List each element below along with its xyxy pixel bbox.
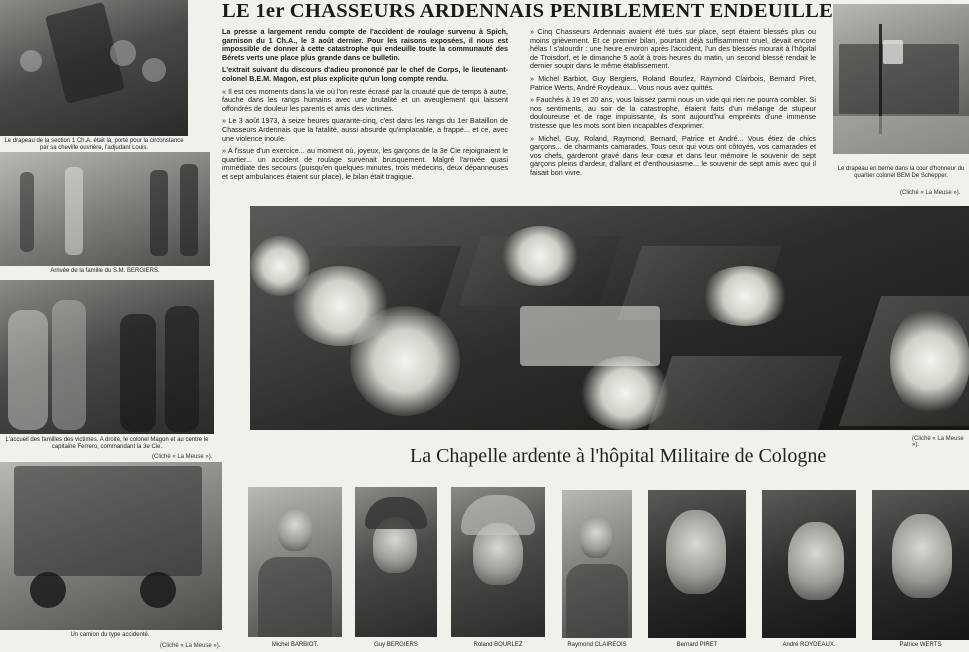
photo-chapel xyxy=(250,206,969,430)
photo-family-arrival xyxy=(0,152,210,266)
intro-paragraph-2: L'extrait suivant du discours d'adieu prononcé par le chef de Corps, le lieutenant-colonel B.E.M. Magon, est plus explicite qu'un long compte rendu. xyxy=(222,65,508,83)
photo-flag-bearer xyxy=(0,0,188,136)
paragraph: » A l'issue d'un exercice... au moment où, joyeux, les garçons de la 3e Cie rejoignaient le quartier... un accident de roulage survenait brusquement. Malgré l'arrivée quasi immédiate des secours (puisqu'en quelques minutes, trois médecins, deux dépanneuses et sept ambulances étaient sur place), le bilan était tragique. xyxy=(222,146,508,181)
victim-name: Roland BOURLEZ xyxy=(473,642,523,648)
credit-flag-half: (Cliché « La Meuse »). xyxy=(900,190,961,196)
victim-name: Bernard PIRET xyxy=(676,642,718,648)
credit-welcome: (Cliché « La Meuse »). xyxy=(152,454,213,460)
photo-truck xyxy=(0,462,222,630)
photo-flag-half-mast xyxy=(833,4,969,154)
headline: LE 1er CHASSEURS ARDENNAIS PENIBLEMENT ENDEUILLE xyxy=(222,0,834,22)
portrait-patrice-werts xyxy=(872,490,969,640)
credit-truck: (Cliché « La Meuse »). xyxy=(160,643,221,649)
paragraph: » Le 3 août 1973, à seize heures quarante-cinq, c'est dans les rangs du 1er Bataillon de Chasseurs Ardennais que la fatalité, aussi absurde qu'implacable, a frappé... et ce, avec une violence inouïe. xyxy=(222,116,508,143)
paragraph: » Fauchés à 19 et 20 ans, vous laissez parmi nous un vide qui rien ne pourra combler. Si nos sentiments, au soir de la catastrophe, étaient faits d'un mélange de stupeur douloureuse et de rage impuissante, ils sont aujourd'hui empreints d'une immense tristesse que les mots sont bien incapables d'exprimer. xyxy=(530,95,816,130)
photo-welcome-families xyxy=(0,280,214,434)
chapel-title: La Chapelle ardente à l'hôpital Militaire de Cologne xyxy=(410,445,827,467)
victim-name: Michel BARBIOT. xyxy=(271,642,319,648)
paragraph: » Michel, Guy, Roland, Raymond, Bernard, Patrice et André... Vous étiez de chics garçons... de charmants camarades. Tous ceux qui vous ont côtoyés, vos camarades et vos chefs, garderont gravé dans leur cœur et dans leur mémoire le souvenir de sept garçons pleins d'ardeur, d'allant et d'enthousiasme... le souvenir de sept amis avec qui il faisait bon vivre. xyxy=(530,133,816,177)
portrait-raymond-clairbois xyxy=(562,490,632,638)
portrait-michel-barbiot xyxy=(248,487,342,637)
portrait-roland-bourlez xyxy=(451,487,545,637)
victim-name: Raymond CLAIREOIS xyxy=(567,642,627,648)
text-column-right xyxy=(530,28,816,182)
portrait-guy-bergiers xyxy=(355,487,437,637)
victim-name: Patrice WERTS xyxy=(899,642,942,648)
portrait-andre-roydeaux xyxy=(762,490,856,638)
paragraph: « Il est ces moments dans la vie où l'on reste écrasé par la cruauté que de temps à autre, fauche dans les rangs humains avec une brutalité et un aveuglement qui laissent offondrés de douleur les parents et amis des victimes. xyxy=(222,86,508,113)
caption-welcome: L'accueil des familles des victimes. A droite, le colonel Magon et au centre le capitaine Ferrero, commandant la 3e Cie. xyxy=(5,437,209,450)
paragraph: » Michel Barbiot, Guy Bergiers, Roland Bourlez, Raymond Clairbois, Bernard Piret, Patrice Werts, André Roydeaux... Vous nous avez quittés. xyxy=(530,73,816,92)
text-column-left xyxy=(222,28,508,186)
victim-name: Guy BERGIERS xyxy=(374,642,418,648)
caption-truck: Un camion du type accidenté. xyxy=(70,632,150,638)
victim-name: André ROYDEAUX. xyxy=(782,642,836,648)
caption-family: Arrivée de la famille du S.M. BERGIERS. xyxy=(50,268,160,274)
portrait-bernard-piret xyxy=(648,490,746,638)
credit-chapel: (Cliché « La Meuse »). xyxy=(912,436,964,448)
caption-flag-half: Le drapeau en berne dans la cour d'honneur du quartier colonel BEM De Schepper. xyxy=(837,166,965,179)
caption-flag: Le drapeau de la section 1 Ch.A. était là, porté pour la circonstance par sa cheville ouvrière, l'adjudant Louis. xyxy=(4,138,184,151)
paragraph: » Cinq Chasseurs Ardennais avaient été tués sur place, sept étaient blessés plus ou moins grièvement. Et ce premier bilan, pourtant déjà suffisamment cruel, devait encore hélas ! s'alourdir : une heure environ après l'accident, l'un des blessés mourait à l'hôpital de Troisdorf, et le dimanche 5 août à trois heures du matin, un second blessé rendait le dernier soupir dans le même établissement. xyxy=(530,27,816,71)
intro-paragraph: La presse a largement rendu compte de l'accident de roulage survenu à Spich, garnison du 1 Ch.A., le 3 août dernier. Pour les raisons exposées, il nous est impossible de donner à cette catastrophe qui endeuille toute la communauté des Bérets verts une place plus grande dans ce bulletin. xyxy=(222,27,508,62)
